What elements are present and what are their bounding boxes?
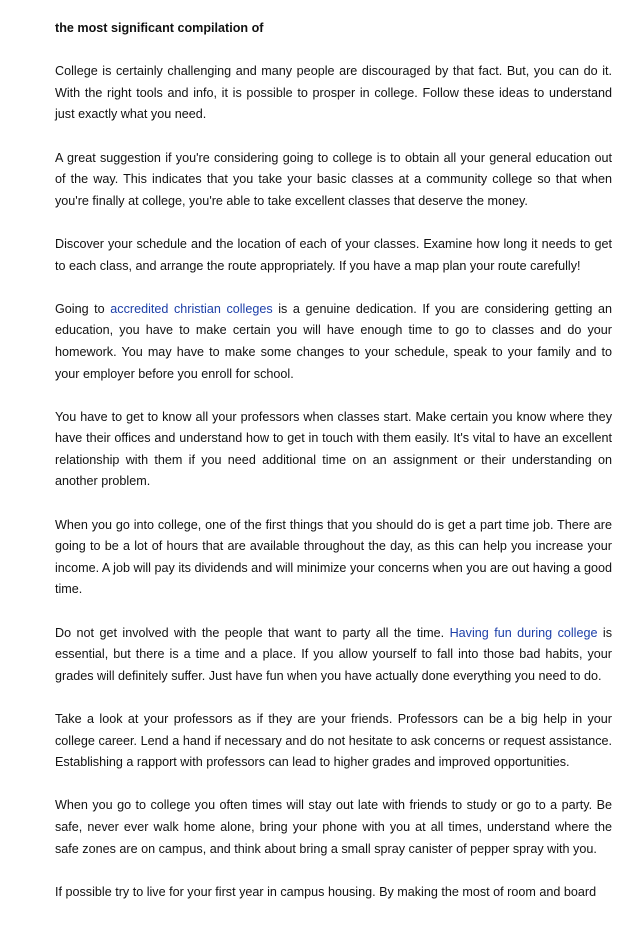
document-title: the most significant compilation of (55, 21, 264, 35)
paragraph-9: When you go to college you often times will stay out late with friends to study or go to a party. Be safe, never ever walk home alone, bring your phone with you at all times, understand where the safe zones are on campus, and think about bring a small spray canister of pepper spray with you. (55, 798, 612, 856)
paragraph-4 (55, 299, 612, 385)
paragraph-10: If possible try to live for your first year in campus housing. By making the most of room and board (55, 884, 597, 899)
paragraph-4-text-before: Going to (55, 301, 111, 316)
paragraph-2: A great suggestion if you're considering going to college is to obtain all your general education out of the way. This indicates that you take your basic classes at a community college so that when you're finally at college, you're able to take excellent classes that deserve the money. (55, 150, 612, 208)
paragraph-5: You have to get to know all your professors when classes start. Make certain you know where they have their offices and understand how to get in touch with them easily. It's vital to have an excellent relationship with them if you need additional time on an assignment or their understanding on another problem. (55, 409, 612, 489)
document-page (55, 18, 612, 925)
paragraph-7-text-before: Do not get involved with the people that want to party all the time. (55, 625, 450, 640)
paragraph-4-text-after: is a genuine dedication. If you are considering getting an education, you have to make certain you will have enough time to go to classes and do your homework. You may have to make some changes to your schedule, speak to your family and to your employer before you enroll for school. (55, 301, 613, 381)
paragraph-6: When you go into college, one of the first things that you should do is get a part time job. There are going to be a lot of hours that are available throughout the day, as this can help you increase your income. A job will pay its dividends and will minimize your concerns when you are out having a good time. (55, 517, 612, 597)
paragraph-8: Take a look at your professors as if they are your friends. Professors can be a big help in your college career. Lend a hand if necessary and do not hesitate to ask concerns or request assistance. Establishing a rapport with professors can lead to higher grades and improved opportunities. (55, 712, 612, 770)
paragraph-7-text-after: is essential, but there is a time and a place. If you allow yourself to fall into those bad habits, your grades will definitely suffer. Just have fun when you have actually done everything you need to do. (55, 625, 613, 683)
paragraph-7 (55, 623, 612, 688)
paragraph-3: Discover your schedule and the location of each of your classes. Examine how long it needs to get to each class, and arrange the route appropriately. If you have a map plan your route carefully! (55, 236, 612, 273)
link-having-fun-during-college[interactable]: Having fun during college (449, 625, 598, 640)
link-accredited-christian-colleges[interactable]: accredited christian colleges (110, 301, 273, 316)
paragraph-1: College is certainly challenging and many people are discouraged by that fact. But, you can do it. With the right tools and info, it is possible to prosper in college. Follow these ideas to understand just exactly what you need. (55, 64, 612, 122)
